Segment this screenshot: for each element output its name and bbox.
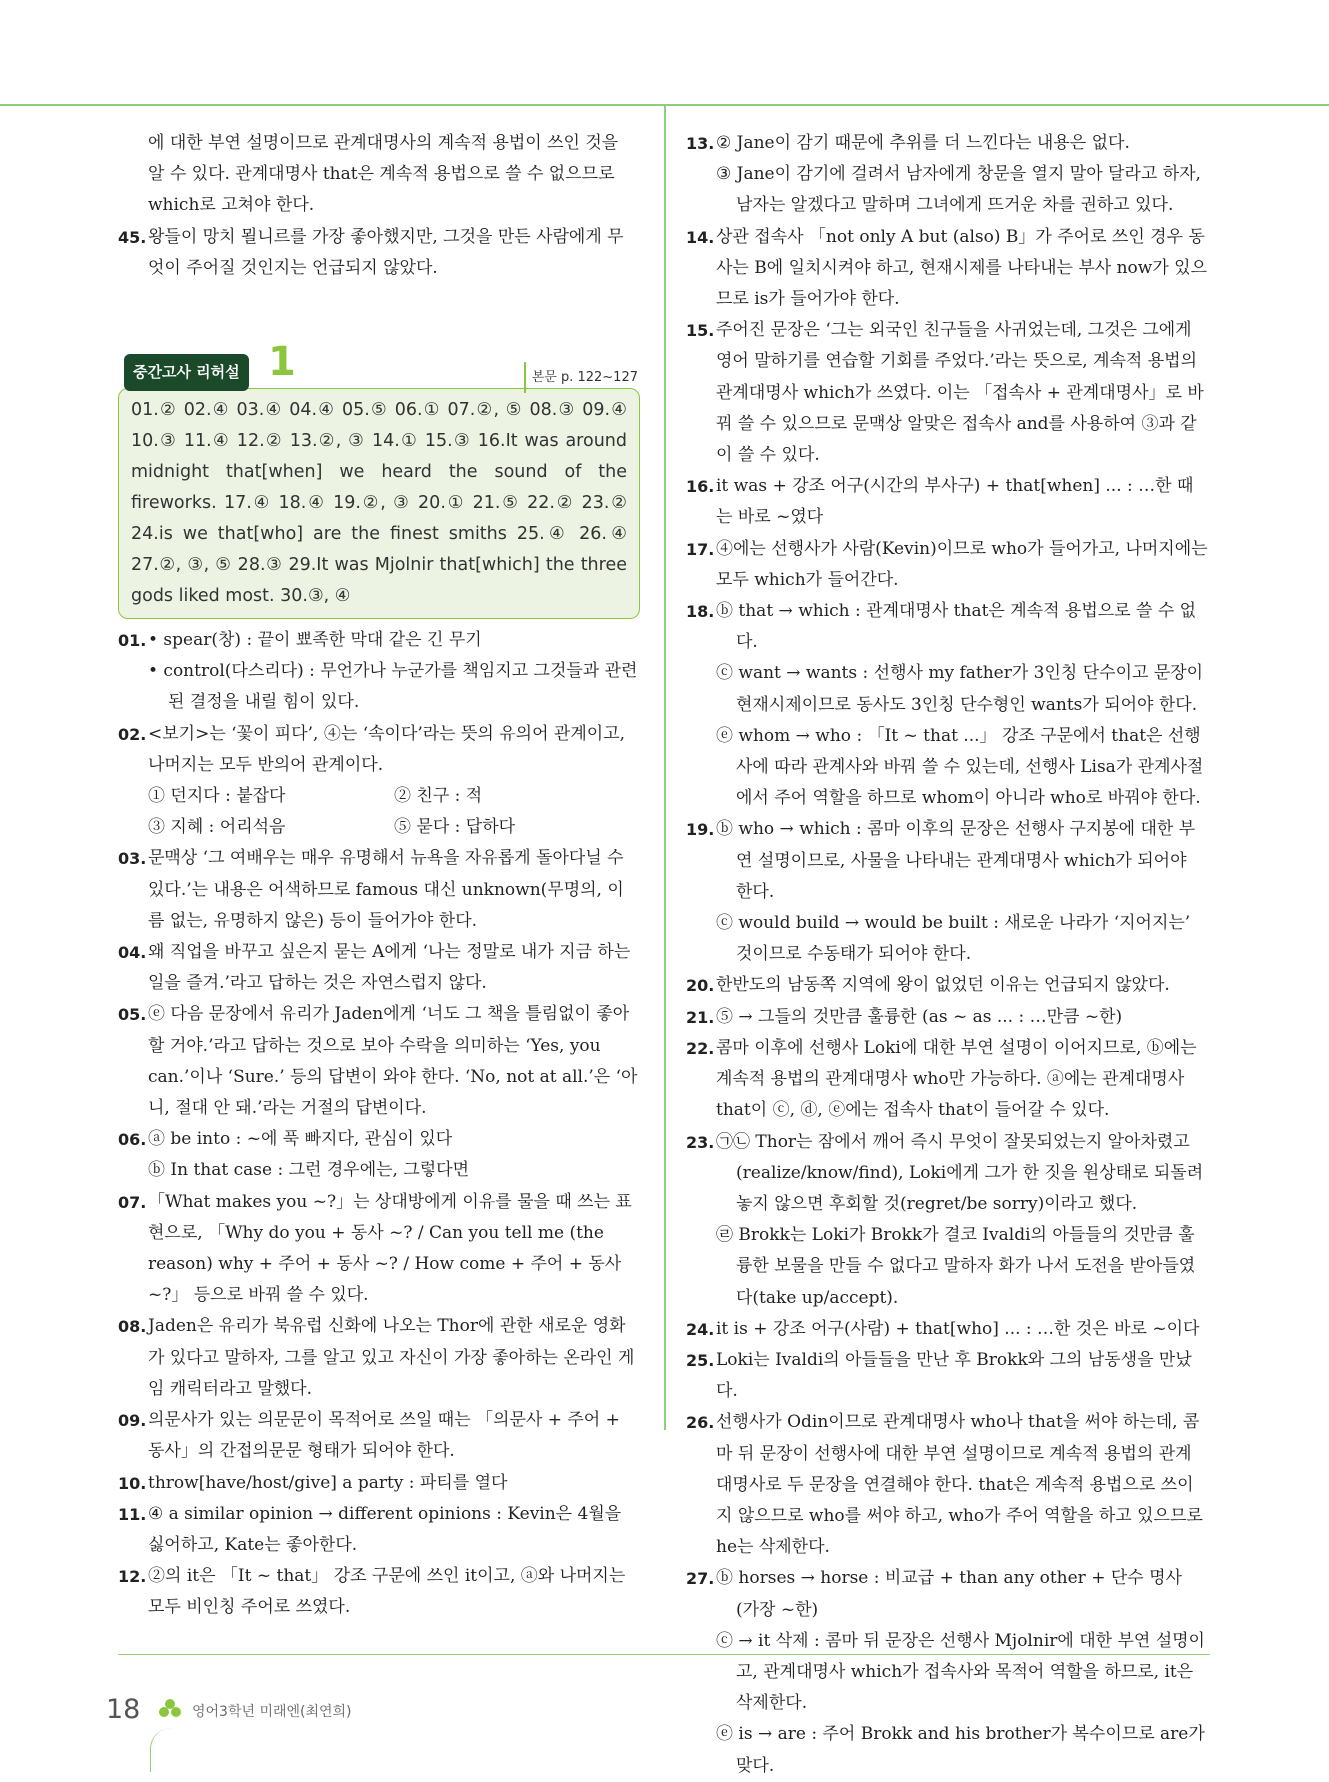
item-line: • spear(창) : 끝이 뾰족한 막대 같은 긴 무기: [148, 630, 482, 651]
item-number: 25.: [686, 1350, 715, 1370]
choice-pair-row: [148, 812, 640, 843]
explanation-item: [118, 719, 640, 781]
explanation-item: [118, 1468, 640, 1499]
explanation-item: [118, 781, 640, 812]
item-number: 10.: [118, 1473, 147, 1493]
explanation-item: [686, 222, 1208, 316]
item-number: 24.: [686, 1319, 715, 1339]
item-number: 13.: [686, 134, 715, 153]
item-number: 01.: [118, 631, 147, 651]
item-line: Loki는 Ivaldi의 아들들을 만난 후 Brokk와 그의 남동생을 만났다.: [716, 1349, 1192, 1402]
item-line: ③ Jane이 감기에 걸려서 남자에게 창문을 열지 말아 달라고 하자, 남자는 알겠다고 말하며 그녀에게 뜨거운 차를 권하고 있다.: [716, 164, 1201, 216]
left-explanations: [118, 625, 640, 1624]
item-number: 17.: [686, 539, 715, 559]
item-number: 07.: [118, 1192, 147, 1212]
item-number: 08.: [118, 1317, 147, 1337]
item-line: ㉣ Brokk는 Loki가 Brokk가 결코 Ivaldi의 아들들의 것만큼 훌륭한 보물을 만들 수 없다고 말하자 화가 나서 도전을 받아들였다(take up/accept).: [716, 1225, 1196, 1308]
explanation-item: [118, 1187, 640, 1312]
item-line: ⑤ → 그들의 것만큼 훌륭한 (as ~ as ... : …만큼 ~한): [716, 1006, 1123, 1027]
item-number: 18.: [686, 602, 715, 622]
explanation-item: [686, 1002, 1208, 1033]
item-line: 의문사가 있는 의문문이 목적어로 쓰일 때는 「의문사 + 주어 + 동사」의 간접의문문 형태가 되어야 한다.: [148, 1410, 620, 1462]
explanation-item: [118, 1124, 640, 1186]
item-line: 콤마 이후에 선행사 Loki에 대한 부연 설명이 이어지므로, ⓑ에는 계속적 용법의 관계대명사 who만 가능하다. ⓐ에는 관계대명사 that이 ⓒ, ⓓ, ⓔ에는 접속사 that이 들어갈 수 있다.: [716, 1037, 1197, 1121]
item-line: it was + 강조 어구(시간의 부사구) + that[when] ... : …한 때는 바로 ~였다: [716, 476, 1194, 528]
item-number: 15.: [686, 321, 715, 341]
explanation-item: [686, 1407, 1208, 1563]
choice-pair: ① 던지다 : 붙잡다: [148, 786, 286, 807]
item-number: 12.: [118, 1567, 147, 1587]
item-number: 22.: [686, 1038, 715, 1058]
explanation-item: [686, 1314, 1208, 1345]
item-line: 문맥상 ‘그 여배우는 매우 유명해서 뉴욕을 자유롭게 돌아다닐 수 있다.’는 내용은 어색하므로 famous 대신 unknown(무명의, 이름 없는, 유명하지 않은) 등이 들어가야 한다.: [148, 848, 624, 931]
item-line: ⓔ whom → who : 「It ~ that ...」 강조 구문에서 that은 선행사에 따라 관계사와 바꿔 쓸 수 있는데, 선행사 Lisa가 관계사절에서 주어 역할을 하므로 whom이 아니라 who로 바꿔야 한다.: [716, 725, 1204, 809]
item-number: 45.: [118, 227, 147, 247]
item-line: 주어진 문장은 ‘그는 외국인 친구들을 사귀었는데, 그것은 그에게 영어 말하기를 연습할 기회를 주었다.’라는 뜻으로, 계속적 용법의 관계대명사 which가 쓰였다. 이는 「접속사 + 관계대명사」로 바꿔 쓸 수 있으므로 문맥상 알맞은 접속사 and를 사용하여 ③과 같이 쓸 수 있다.: [716, 320, 1204, 466]
explanation-item: [686, 1345, 1208, 1407]
item-line: Jaden은 유리가 북유럽 신화에 나오는 Thor에 관한 새로운 영화가 있다고 말하자, 그를 알고 있고 자신이 가장 좋아하는 온라인 게임 캐릭터라고 말했다.: [148, 1316, 635, 1399]
item-line: ⓑ horses → horse : 비교급 + than any other + 단수 명사 (가장 ~한): [716, 1568, 1182, 1620]
item-number: 11.: [118, 1504, 147, 1524]
left-intro: [118, 128, 640, 222]
item-line: ⓒ would build → would be built : 새로운 나라가 ‘지어지는’ 것이므로 수동태가 되어야 한다.: [716, 913, 1191, 965]
item-line: ⓑ who → which : 콤마 이후의 문장은 선행사 구지봉에 대한 부연 설명이므로, 사물을 나타내는 관계대명사 which가 되어야 한다.: [716, 819, 1196, 902]
item-line: <보기>는 ‘꽃이 피다’, ④는 ‘속이다’라는 뜻의 유의어 관계이고, 나머지는 모두 반의어 관계이다.: [148, 723, 626, 775]
section-number: 1: [268, 339, 296, 386]
explanation-item: [118, 843, 640, 937]
explanation-item: [686, 1033, 1208, 1127]
item-line: • control(다스리다) : 무언가나 누군가를 책임지고 그것들과 관련된 결정을 내릴 힘이 있다.: [148, 661, 638, 713]
answer-box-header: [118, 339, 640, 386]
item-line: ⓑ that → which : 관계대명사 that은 계속적 용법으로 쓸 수 없다.: [716, 601, 1197, 653]
item-line: ⓔ is → are : 주어 Brokk and his brother가 복수이므로 are가 맞다.: [716, 1724, 1205, 1776]
explanation-item: [118, 937, 640, 999]
item-line: ⓒ → it 삭제 : 콤마 뒤 문장은 선행사 Mjolnir에 대한 부연 설명이고, 관계대명사 which가 접속사와 목적어 역할을 하므로, it은 삭제한다.: [716, 1630, 1205, 1714]
item-line: ④ a similar opinion → different opinions : Kevin은 4월을 싫어하고, Kate는 좋아한다.: [148, 1503, 622, 1555]
explanation-item: [118, 1499, 640, 1561]
item-line: throw[have/host/give] a party : 파티를 열다: [148, 1472, 508, 1493]
answer-key-box: [118, 388, 640, 619]
item-number: 19.: [686, 820, 715, 840]
item-number: 16.: [686, 477, 715, 497]
explanation-item: [118, 812, 640, 843]
explanation-item: [686, 814, 1208, 970]
explanation-item: [686, 315, 1208, 471]
item-number: 06.: [118, 1130, 147, 1150]
explanation-item: [686, 128, 1208, 222]
choice-pair: ② 친구 : 적: [394, 786, 483, 807]
clover-leaf-icon: [158, 1698, 182, 1722]
item-line: ⓑ In that case : 그런 경우에는, 그렇다면: [148, 1160, 470, 1181]
item-line: ② Jane이 감기 때문에 추위를 더 느낀다는 내용은 없다.: [716, 133, 1130, 153]
item-number: 03.: [118, 849, 147, 869]
item-number: 14.: [686, 227, 715, 247]
item-number: 23.: [686, 1132, 715, 1152]
decorative-curve: [150, 1728, 171, 1772]
explanation-item: [686, 1127, 1208, 1314]
item-number: 26.: [686, 1413, 715, 1433]
item-line: 한반도의 남동쪽 지역에 왕이 없었던 이유는 언급되지 않았다.: [716, 975, 1170, 996]
item-line: ④에는 선행사가 사람(Kevin)이므로 who가 들어가고, 나머지에는 모두 which가 들어간다.: [716, 538, 1208, 590]
item-number: 04.: [118, 943, 147, 963]
choice-pair: ③ 지혜 : 어리석음: [148, 817, 286, 838]
right-column: [686, 128, 1208, 1782]
item-line: ⓒ want → wants : 선행사 my father가 3인칭 단수이고 문장이 현재시제이므로 동사도 3인칭 단수형인 wants가 되어야 한다.: [716, 663, 1204, 715]
explanation-item: [686, 471, 1208, 533]
item-line: 왜 직업을 바꾸고 싶은지 묻는 A에게 ‘나는 정말로 내가 지금 하는 일을 즐겨.’라고 답하는 것은 자연스럽지 않다.: [148, 942, 631, 994]
item-number: 27.: [686, 1569, 715, 1589]
section-tag: 중간고사 리허설: [124, 354, 249, 391]
page-reference: 본문 p. 122~127: [524, 362, 638, 393]
answer-key-text: 01.② 02.④ 03.④ 04.④ 05.⑤ 06.① 07.②, ⑤ 08.③ 09.④ 10.③ 11.④ 12.② 13.②, ③ 14.① 15.③ 16.It was around midnight that[when] we heard the sound of the fireworks. 17.④ 18.④ 19.②, ③ 20.① 21.⑤ 22.② 23.② 24.is we that[who] are the finest smiths 25.④ 26.④ 27.②, ③, ⑤ 28.③ 29.It was Mjolnir that[which] the three gods liked most. 30.③, ④: [131, 400, 627, 607]
item-line: ⓐ be into : ~에 푹 빠지다, 관심이 있다: [148, 1129, 453, 1150]
book-title: 영어3학년 미래엔(최연희): [192, 1704, 352, 1720]
item-line: ⓔ 다음 문장에서 유리가 Jaden에게 ‘너도 그 책을 틀림없이 좋아할 거야.’라고 답하는 것으로 보아 수락을 의미하는 ‘Yes, you can.’이나 ‘Sure.’ 등의 답변이 와야 한다. ‘No, not at all.’은 ‘아니, 절대 안 돼.’라는 거절의 답변이다.: [148, 1004, 638, 1119]
item-text: 왕들이 망치 묄니르를 가장 좋아했지만, 그것을 만든 사람에게 무엇이 주어질 것인지는 언급되지 않았다.: [148, 226, 624, 278]
item-number: 05.: [118, 1005, 147, 1025]
item-number: 20.: [686, 976, 715, 996]
column-divider: [664, 104, 666, 1430]
explanation-item: [118, 999, 640, 1124]
item-line: 상관 접속사 「not only A but (also) B」가 주어로 쓰인 경우 동사는 B에 일치시켜야 하고, 현재시제를 나타내는 부사 now가 있으므로 is가 들어가야 한다.: [716, 226, 1207, 310]
item-line: ②의 it은 「It ~ that」 강조 구문에 쓰인 it이고, ⓐ와 나머지는 모두 비인칭 주어로 쓰였다.: [148, 1566, 626, 1618]
explanation-item: [118, 1561, 640, 1623]
explanation-item: [118, 1405, 640, 1467]
item-line: it is + 강조 어구(사람) + that[who] ... : …한 것은 바로 ~이다: [716, 1318, 1200, 1339]
left-column: [118, 128, 640, 1624]
explanation-item: [118, 1311, 640, 1405]
explanation-item: [686, 970, 1208, 1001]
choice-pair: ⑤ 묻다 : 답하다: [394, 817, 516, 838]
explanation-item: [686, 1563, 1208, 1781]
item-number: 02.: [118, 724, 147, 744]
right-explanations: [686, 128, 1208, 1782]
explanation-item: [118, 625, 640, 719]
choice-pair-row: [148, 781, 640, 812]
item-number: 09.: [118, 1411, 147, 1431]
answer-item-45: [118, 222, 640, 284]
item-number: 21.: [686, 1007, 715, 1027]
bottom-rule: [118, 1654, 1210, 1655]
intro-paragraph: 에 대한 부연 설명이므로 관계대명사의 계속적 용법이 쓰인 것을 알 수 있다. 관계대명사 that은 계속적 용법으로 쓸 수 없으므로 which로 고쳐야 한다.: [148, 133, 619, 216]
explanation-item: [686, 534, 1208, 596]
explanation-item: [686, 596, 1208, 814]
item-line: 「What makes you ~?」는 상대방에게 이유를 물을 때 쓰는 표현으로, 「Why do you + 동사 ~? / Can you tell me (the reason) why + 주어 + 동사 ~? / How come + 주어 + 동사 ~?」 등으로 바꿔 쓸 수 있다.: [148, 1191, 632, 1306]
item-line: ㉠㉡ Thor는 잠에서 깨어 즉시 무엇이 잘못되었는지 알아차렸고(realize/know/find), Loki에게 그가 한 짓을 원상태로 되돌려 놓지 않으면 후회할 것(regret/be sorry)이라고 했다.: [716, 1131, 1204, 1214]
item-line: 선행사가 Odin이므로 관계대명사 who나 that을 써야 하는데, 콤마 뒤 문장이 선행사에 대한 부연 설명이므로 계속적 용법의 관계대명사로 두 문장을 연결해야 한다. that은 계속적 용법으로 쓰이지 않으므로 who를 써야 하고, who가 주어 역할을 하고 있으므로 he는 삭제한다.: [716, 1412, 1203, 1558]
page-number: 18: [106, 1694, 141, 1725]
